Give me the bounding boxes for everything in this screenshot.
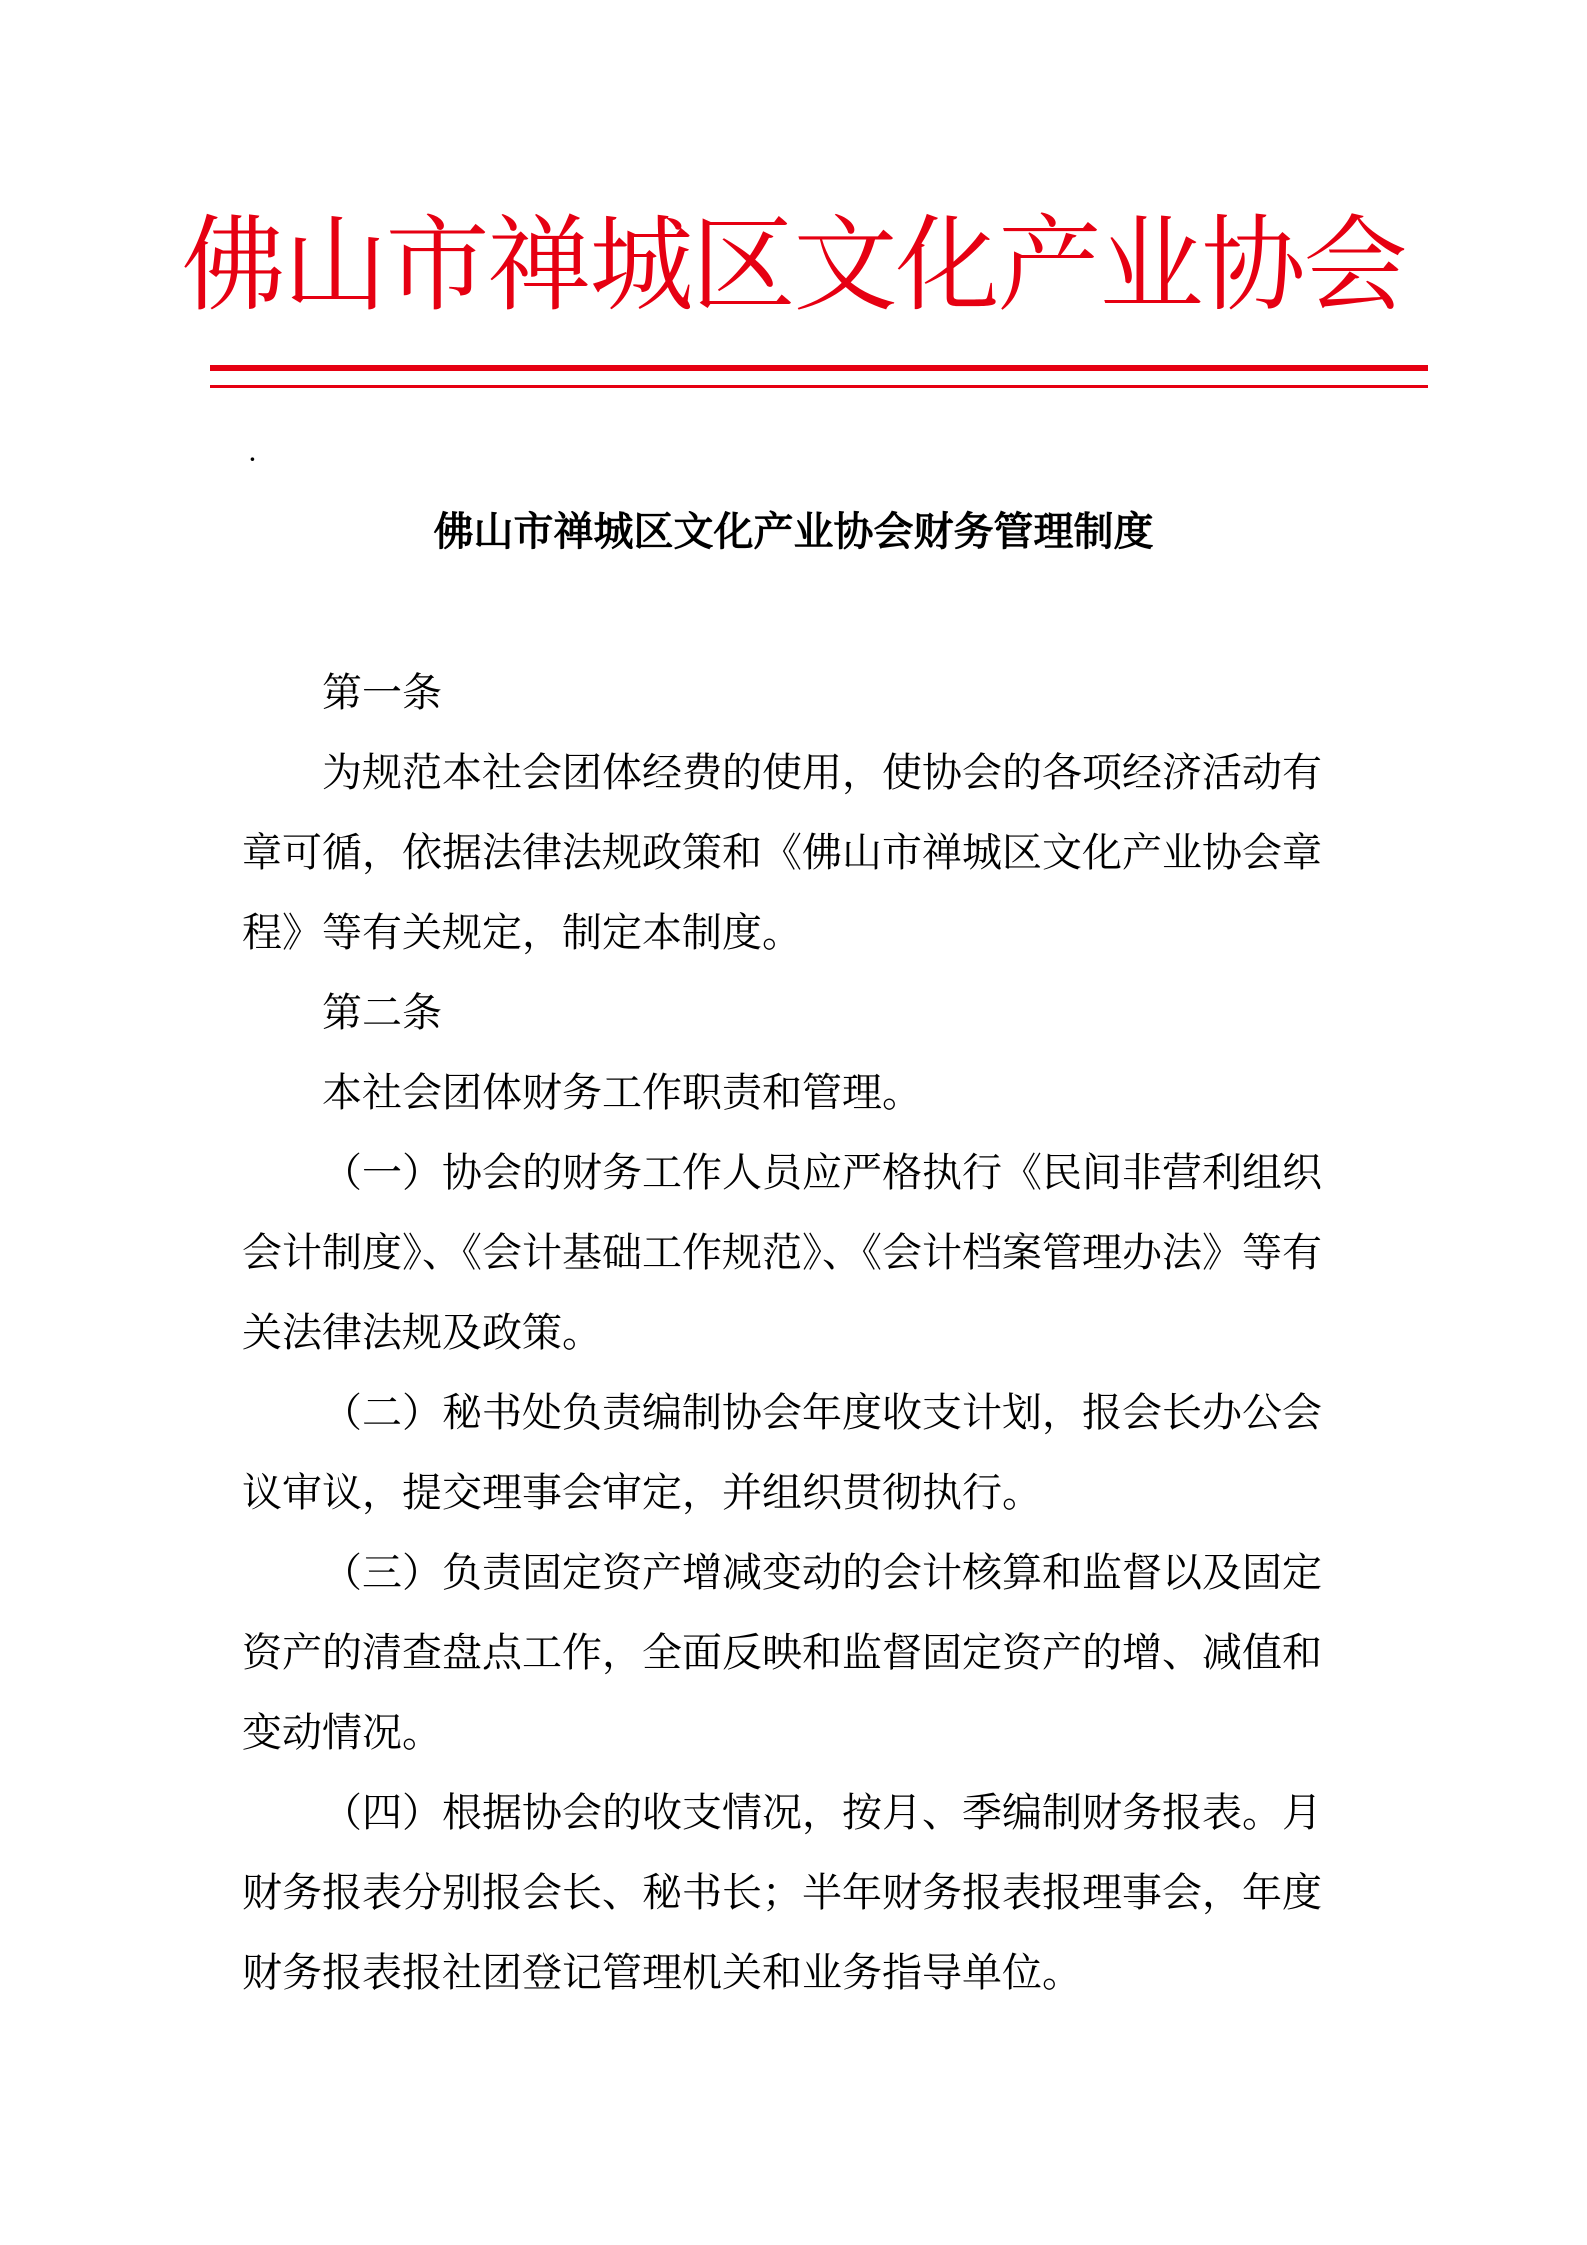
clause-1: （一）协会的财务工作人员应严格执行《民间非营利组织会计制度》、《会计基础工作规范》、《会计档案管理办法》等有关法律法规及政策。 — [242, 1150, 1322, 1356]
article-heading-2: 第二条 — [322, 990, 442, 1036]
article-heading-1: 第一条 — [322, 670, 442, 716]
clause-2: （二）秘书处负责编制协会年度收支计划，报会长办公会议审议，提交理事会审定，并组织贯彻执行。 — [242, 1390, 1322, 1516]
clause-4: （四）根据协会的收支情况，按月、季编制财务报表。月财务报表分别报会长、秘书长；半年财务报表报理事会，年度财务报表报社团登记管理机关和业务指导单位。 — [242, 1790, 1322, 1996]
document-body — [242, 653, 1352, 2013]
leading-dot: · — [248, 443, 257, 476]
clause-3: （三）负责固定资产增减变动的会计核算和监督以及固定资产的清查盘点工作，全面反映和监督固定资产的增、减值和变动情况。 — [242, 1550, 1322, 1756]
document-title: 佛山市禅城区文化产业协会财务管理制度 — [433, 508, 1154, 555]
letterhead-rule-thick — [210, 365, 1428, 371]
letterhead-org-name: 佛山市禅城区文化产业协会 — [181, 204, 1406, 326]
body-paragraph: 本社会团体财务工作职责和管理。 — [322, 1070, 922, 1116]
body-paragraph: 为规范本社会团体经费的使用，使协会的各项经济活动有章可循，依据法律法规政策和《佛山市禅城区文化产业协会章程》等有关规定，制定本制度。 — [242, 750, 1322, 956]
letterhead-rule-thin — [210, 385, 1428, 388]
